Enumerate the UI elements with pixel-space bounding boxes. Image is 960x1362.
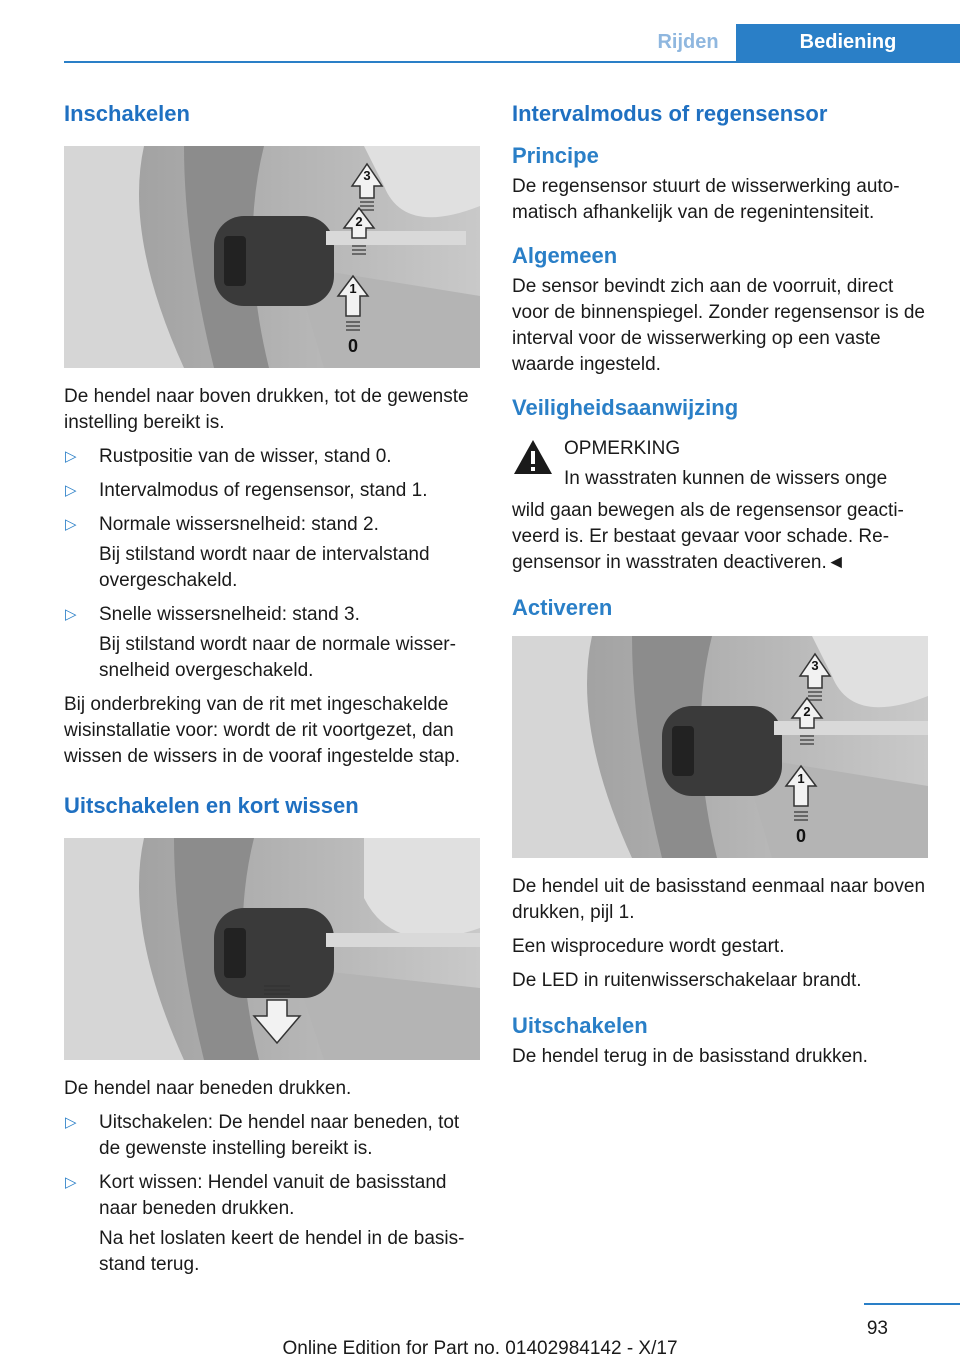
list-item: ▷ Kort wissen: Hendel vanuit de basisstand naar beneden drukken. Na het loslaten keert de hendel in de basisstand terug. — [65, 1172, 465, 1275]
position-label-0: 0 — [347, 336, 359, 356]
arrow-label-2: 2 — [355, 214, 363, 229]
position-label-0: 0 — [795, 826, 807, 846]
heading-intervalmodus: Intervalmodus of regensensor — [512, 101, 828, 126]
activeren-p2: Een wisprocedure wordt gestart. — [512, 936, 785, 957]
arrow-label-3: 3 — [363, 168, 371, 183]
algemeen-text: De sensor bevindt zich aan de voorruit, direct voor de binnenspiegel. Zonder regensensor is de interval voor de wisserwerking op een vaste waarde ingesteld. — [512, 276, 925, 375]
warning-first-line: In wasstraten kunnen de wissers onge — [564, 468, 888, 489]
heading-algemeen: Algemeen — [512, 243, 618, 268]
activeren-p1: De hendel uit de basisstand eenmaal naar boven drukken, pijl 1. — [512, 876, 926, 923]
warning-text: wild gaan bewegen als de regensensor geactiveerd is. Er bestaat gevaar voor schade. Regensensor in wasstraten deactiveren.◄ — [512, 500, 904, 573]
inschakelen-list — [64, 444, 484, 684]
wiper-lever-up-photo — [64, 146, 480, 368]
heading-uitschakelen: Uitschakelen — [512, 1013, 648, 1038]
triangle-bullet-icon: ▷ — [65, 448, 77, 465]
uitschakelen-intro: De hendel naar beneden drukken. — [64, 1078, 352, 1099]
uitschakelen-text: De hendel terug in de basisstand drukken. — [512, 1046, 868, 1067]
wiper-lever-activate-photo — [512, 636, 928, 858]
heading-activeren: Activeren — [512, 595, 613, 620]
arrow-label-1: 1 — [797, 771, 805, 786]
list-item: ▷ Normale wissersnelheid: stand 2. Bij stilstand wordt naar de intervalstand overgeschakeld. — [65, 514, 430, 591]
heading-uitschakelen-kort-wissen: Uitschakelen en kort wissen — [64, 793, 359, 818]
principe-text: De regensensor stuurt de wisserwerking automatisch afhankelijk van de regenintensiteit. — [512, 176, 900, 223]
list-item: ▷ Intervalmodus of regensensor, stand 1. — [64, 478, 484, 504]
list-item: ▷ Snelle wissersnelheid: stand 3. Bij stilstand wordt naar de normale wissersnelheid overgeschakeld. — [65, 604, 456, 681]
heading-inschakelen: Inschakelen — [64, 101, 190, 126]
warning-block — [512, 436, 932, 492]
uitschakelen-list — [64, 1110, 484, 1278]
right-column — [512, 100, 932, 1078]
inschakelen-intro: De hendel naar boven drukken, tot de gewenste instelling bereikt is. — [64, 386, 469, 433]
edition-line: Online Edition for Part no. 01402984142 - X/17 — [282, 1338, 678, 1359]
heading-principe: Principe — [512, 143, 599, 168]
tab-rijden[interactable]: Rijden — [640, 24, 736, 61]
triangle-bullet-icon: ▷ — [65, 516, 77, 533]
inschakelen-note: Bij onderbreking van de rit met ingeschakelde wisinstallatie voor: wordt de rit voortgezet, dan wissen de wissers in de vooraf ingestelde stap. — [64, 694, 461, 767]
warning-icon — [512, 438, 554, 476]
arrow-label-2: 2 — [803, 704, 811, 719]
arrow-label-1: 1 — [349, 281, 357, 296]
heading-veiligheidsaanwijzing: Veiligheidsaanwijzing — [512, 395, 739, 420]
page-number: 93 — [866, 1318, 888, 1339]
triangle-bullet-icon: ▷ — [65, 1174, 77, 1191]
tab-bediening[interactable]: Bediening — [736, 24, 960, 61]
left-column — [64, 100, 484, 1286]
triangle-bullet-icon: ▷ — [65, 1114, 77, 1131]
triangle-bullet-icon: ▷ — [65, 482, 77, 499]
activeren-p3: De LED in ruitenwisserschakelaar brandt. — [512, 970, 862, 991]
arrow-label-3: 3 — [811, 658, 819, 673]
footer-rule — [864, 1303, 960, 1305]
header-rule — [64, 61, 960, 63]
list-item: ▷ Rustpositie van de wisser, stand 0. — [64, 444, 484, 470]
triangle-bullet-icon: ▷ — [65, 606, 77, 623]
wiper-lever-down-photo — [64, 838, 480, 1060]
list-item: ▷ Uitschakelen: De hendel naar beneden, tot de gewenste instelling bereikt is. — [65, 1112, 460, 1159]
warning-label: OPMERKING — [564, 438, 681, 459]
